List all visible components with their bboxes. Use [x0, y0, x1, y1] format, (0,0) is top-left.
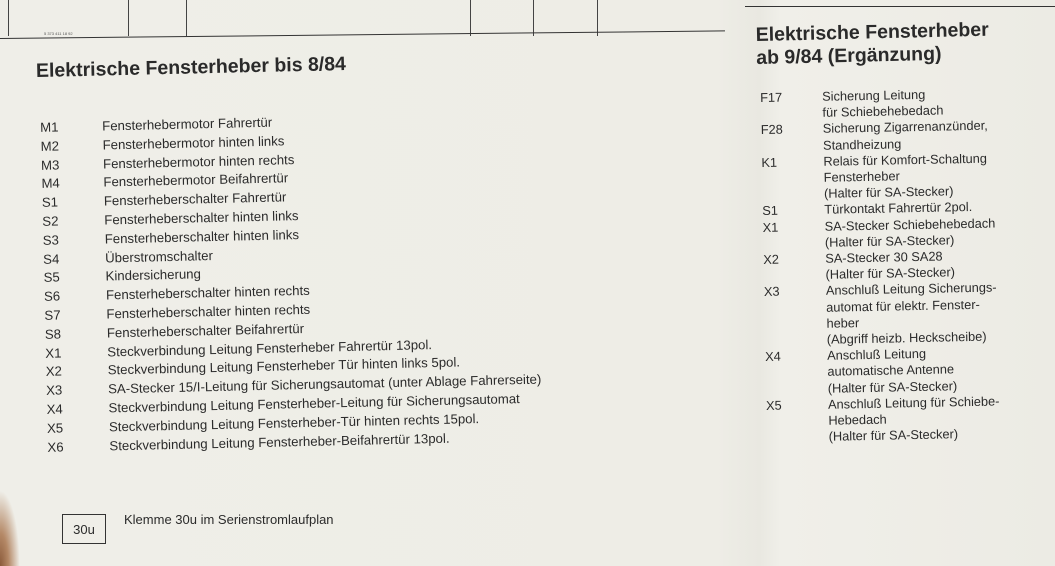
description-line: heber — [826, 314, 860, 331]
component-description: Fensterheberschalter hinten links — [104, 226, 300, 247]
entry-description — [824, 214, 1055, 251]
table-bottom-rule — [0, 30, 725, 39]
component-description: Steckverbindung Leitung Fensterheber-Beifahrertür 13pol. — [109, 430, 450, 453]
entry-description — [827, 343, 1055, 396]
right-title-line-2: ab 9/84 (Ergänzung) — [756, 42, 942, 69]
table-divider — [128, 0, 129, 36]
component-code: F17 — [760, 89, 783, 105]
description-line: (Halter für SA-Stecker) — [828, 426, 959, 445]
component-description: Fensterheberschalter Beifahrertür — [106, 320, 305, 341]
component-description: Fensterheberschalter hinten rechts — [106, 301, 311, 322]
component-code: S8 — [44, 326, 62, 342]
description-line: automatische Antenne — [827, 361, 955, 380]
component-code: X1 — [45, 345, 62, 361]
component-code: F28 — [760, 121, 783, 138]
description-line: Standheizung — [822, 135, 902, 153]
component-code: S4 — [43, 251, 60, 267]
table-divider — [186, 0, 187, 36]
binding-shadow — [0, 490, 20, 566]
description-line: automat für elektr. Fenster- — [826, 296, 980, 315]
component-code: X1 — [762, 219, 779, 235]
description-line: Sicherung Zigarrenanzünder, — [822, 118, 988, 137]
description-line: für Schiebehebedach — [822, 102, 944, 121]
right-top-rule — [745, 6, 1055, 7]
component-description: Steckverbindung Leitung Fensterheber-Leitung für Sicherungsautomat — [108, 391, 520, 416]
component-description: Fensterhebermotor hinten rechts — [102, 151, 295, 172]
component-code: X3 — [763, 284, 780, 300]
description-line: (Halter für SA-Stecker) — [825, 264, 956, 283]
entry-description — [822, 84, 1055, 121]
component-code: S7 — [44, 307, 61, 323]
right-section-title — [755, 19, 989, 70]
component-code: K1 — [761, 154, 778, 170]
part-number: 5 373 411 18 92 — [44, 31, 73, 36]
description-line: SA-Stecker Schiebehebedach — [824, 215, 996, 234]
component-code: X2 — [763, 251, 780, 267]
component-description: Fensterheberschalter hinten rechts — [105, 283, 310, 303]
component-code: X5 — [46, 420, 64, 436]
component-code: S6 — [43, 288, 61, 305]
description-line: Türkontakt Fahrertür 2pol. — [824, 199, 973, 218]
component-description: Fensterheberschalter Fahrertür — [103, 189, 287, 209]
description-line: Anschluß Leitung Sicherungs- — [825, 279, 997, 299]
component-description: Steckverbindung Leitung Fensterheber Tür hinten links 5pol. — [107, 354, 461, 378]
component-code: S2 — [42, 213, 59, 229]
description-line: Sicherung Leitung — [821, 86, 926, 104]
description-line: (Halter für SA-Stecker) — [827, 377, 958, 396]
description-line: Hebedach — [828, 411, 887, 428]
entry-description — [823, 117, 1055, 154]
component-description: Fensterheberschalter hinten links — [104, 208, 299, 228]
component-description: Kindersicherung — [105, 266, 202, 284]
description-line: Relais für Komfort-Schaltung — [823, 150, 988, 169]
component-code: M4 — [41, 175, 60, 192]
description-line: SA-Stecker 30 SA28 — [825, 248, 943, 266]
component-code: M3 — [40, 157, 60, 173]
left-legend-list — [36, 105, 664, 457]
component-description: Überstromschalter — [104, 247, 214, 266]
legend-entry — [764, 279, 1055, 350]
left-section-title: Elektrische Fensterheber bis 8/84 — [35, 52, 347, 82]
description-line: Anschluß Leitung — [826, 346, 927, 364]
terminal-note: Klemme 30u im Serienstromlaufplan — [124, 512, 334, 527]
table-divider — [597, 0, 598, 36]
description-line: Anschluß Leitung für Schiebe- — [827, 393, 1000, 412]
component-description: Steckverbindung Leitung Fensterheber-Tür hinten rechts 15pol. — [108, 410, 480, 435]
component-code: S1 — [41, 194, 59, 211]
description-line: (Halter für SA-Stecker) — [824, 232, 955, 250]
table-divider — [8, 0, 9, 36]
component-code: X4 — [46, 401, 63, 417]
component-code: M2 — [40, 138, 60, 154]
component-description: SA-Stecker 15/I-Leitung für Sicherungsautomat (unter Ablage Fahrerseite) — [107, 371, 542, 397]
description-line: (Halter für SA-Stecker) — [823, 183, 954, 202]
table-divider — [533, 0, 534, 36]
table-divider — [470, 0, 471, 36]
terminal-box: 30u — [62, 514, 106, 544]
right-legend-list — [760, 84, 1055, 446]
legend-entry — [766, 392, 1055, 446]
entry-description — [823, 149, 1055, 202]
component-code: S5 — [43, 269, 60, 286]
component-code: S1 — [762, 203, 779, 219]
component-description: Fensterhebermotor Fahrertür — [102, 114, 273, 134]
legend-entry — [761, 149, 1055, 203]
entry-description — [825, 246, 1055, 283]
component-description: Steckverbindung Leitung Fensterheber Fahrertür 13pol. — [107, 336, 433, 360]
right-title-line-1: Elektrische Fensterheber — [755, 18, 989, 47]
component-code: S3 — [42, 232, 60, 248]
entry-description — [828, 392, 1055, 445]
component-description: Fensterhebermotor Beifahrertür — [103, 170, 289, 190]
description-line: Fensterheber — [823, 168, 900, 185]
component-code: X5 — [765, 397, 782, 413]
entry-description — [826, 279, 1055, 348]
component-code: M1 — [40, 119, 59, 135]
component-code: X2 — [45, 363, 63, 380]
component-code: X6 — [47, 439, 64, 455]
component-code: X4 — [764, 348, 781, 365]
component-code: X3 — [45, 382, 63, 398]
legend-entry — [765, 343, 1055, 397]
component-description: Fensterhebermotor hinten links — [102, 133, 285, 153]
description-line: (Abgriff heizb. Heckscheibe) — [826, 328, 987, 347]
